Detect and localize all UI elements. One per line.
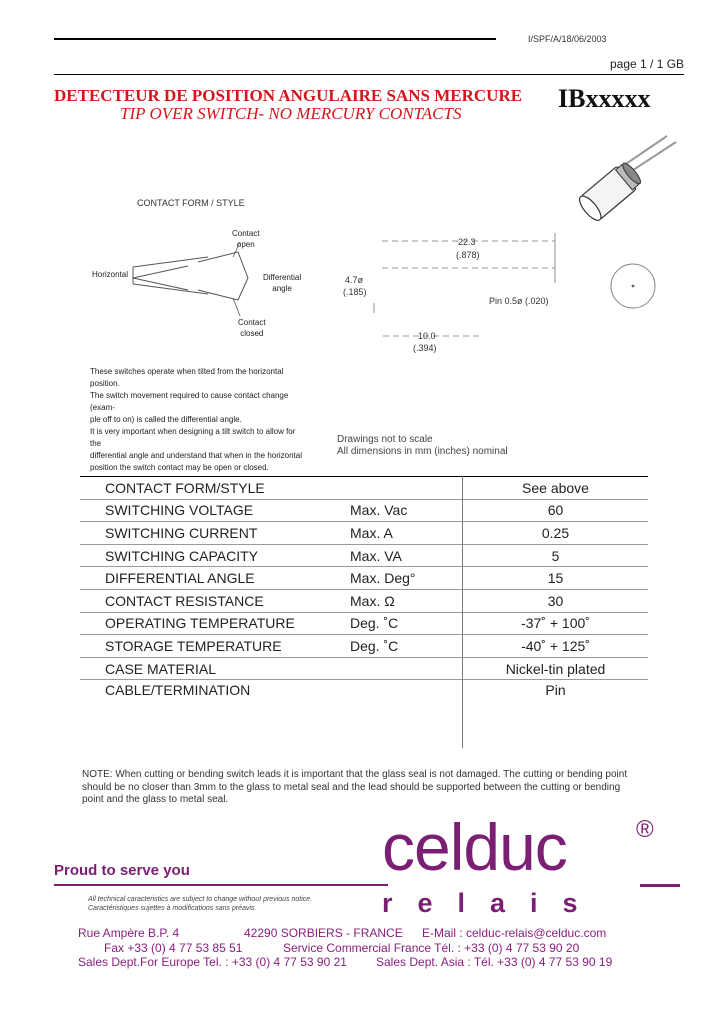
dim-pin: Pin 0.5ø (.020) [489,296,549,306]
logo-underline [640,884,680,887]
label-horizontal: Horizontal [92,270,129,279]
dim-diameter-in: (.185) [343,287,367,297]
sales-europe: Sales Dept.For Europe Tel. : +33 (0) 4 77 53 90 21 [78,955,347,969]
dim-length-mm: 22.3 [458,237,476,247]
spec-row: SWITCHING CURRENT Max. A 0.25 [80,522,648,545]
cutting-note: NOTE: When cutting or bending switch leads it is important that the glass seal is not damaged. The cutting or bending point should be no closer than 3mm to the glass to metal seal and the lead should be supported between the cutting or bending point and the glass to metal seal. [82,769,628,805]
slogan-underline [54,884,388,886]
fax: Fax +33 (0) 4 77 53 85 51 [104,941,243,955]
label-contact-closed: Contact closed [238,318,266,338]
slogan: Proud to serve you [54,862,190,879]
title-english: TIP OVER SWITCH- NO MERCURY CONTACTS [120,104,462,123]
title-rule [54,74,684,75]
spec-row: CASE MATERIAL Nickel-tin plated [80,657,648,680]
spec-row: STORAGE TEMPERATURE Deg. ˚C -40˚ + 125˚ [80,635,648,658]
spec-row: SWITCHING CAPACITY Max. VA 5 [80,544,648,567]
drawing-notes: Drawings not to scale All dimensions in mm (inches) nominal [337,434,508,457]
celduc-logo: celduc [382,810,567,884]
sales-asia: Sales Dept. Asia : Tél. +33 (0) 4 77 53 90 19 [376,955,613,969]
diagram-caption: CONTACT FORM / STYLE [137,198,245,208]
label-contact-open: Contact open [232,229,260,249]
dim-lead-mm: 10.0 [418,331,436,341]
spec-row: DIFFERENTIAL ANGLE Max. Deg° 15 [80,567,648,590]
part-number: IBxxxxx [558,84,651,113]
header-rule [54,38,496,40]
description: These switches operate when tilted from the horizontal position. The switch movement required to cause contact change (exam- ple off to on) is called the differential angle. It is very important when designing a tilt switch to allow for the differential angle and understand that when in the horizontal position the switch contact may be open or closed. [90,367,303,472]
switch-product-image [572,128,680,238]
spec-row: CONTACT FORM/STYLE See above [80,477,648,500]
disclaimer: All technical caracteristics are subject to change without previous notice. Caractéristiques sujettes à modifications sans préavis. [88,896,313,912]
dimension-drawing [340,228,580,358]
page-info: page 1 / 1 GB [610,57,685,71]
title-french: DETECTEUR DE POSITION ANGULAIRE SANS MERCURE [54,86,523,105]
spec-row: CABLE/TERMINATION Pin [80,680,648,748]
spec-row: SWITCHING VOLTAGE Max. Vac 60 [80,499,648,522]
address-city: 42290 SORBIERS - FRANCE [244,926,403,940]
switch-end-view [608,262,660,312]
relais-wordmark: relais [382,888,603,918]
email[interactable]: E-Mail : celduc-relais@celduc.com [422,926,607,940]
spec-table [80,476,648,748]
spec-row: CONTACT RESISTANCE Max. Ω 30 [80,589,648,612]
address-line: Rue Ampère B.P. 4 [78,926,180,940]
doc-reference: I/SPF/A/18/06/2003 [528,34,607,44]
registered-mark-icon: ® [636,816,654,843]
spec-row: OPERATING TEMPERATURE Deg. ˚C -37˚ + 100˚ [80,612,648,635]
label-differential-angle: Differential angle [263,273,302,293]
dim-lead-in: (.394) [413,343,437,353]
service-france: Service Commercial France Tél. : +33 (0) 4 77 53 90 20 [283,941,580,955]
dim-length-in: (.878) [456,250,480,260]
dim-diameter-mm: 4.7ø [345,275,364,285]
